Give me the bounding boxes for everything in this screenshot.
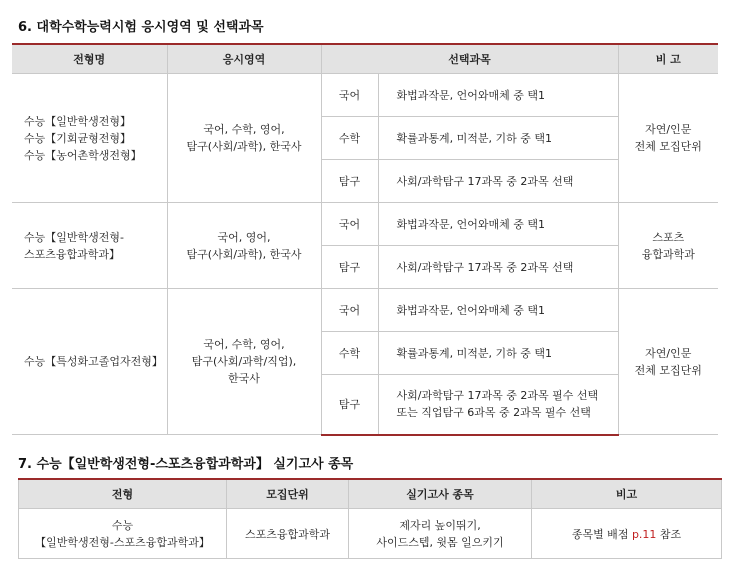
exam-areas-cell: 국어, 수학, 영어, 탐구(사회/과학/직업), 한국사 [167,289,321,435]
subject-choice-cell: 확률과통계, 미적분, 기하 중 택1 [378,117,618,160]
header-exam-areas: 응시영역 [167,44,321,74]
practical-events-cell: 제자리 높이뛰기, 사이드스텝, 윗몸 일으키기 [349,509,532,559]
practical-exam-table [18,478,722,559]
subject-area-cell: 탐구 [321,246,378,289]
header-note: 비 고 [618,44,718,74]
subject-choice-cell: 확률과통계, 미적분, 기하 중 택1 [378,332,618,375]
table-row [12,289,718,332]
subject-choice-cell: 화법과작문, 언어와매체 중 택1 [378,74,618,117]
header-admission-type: 전형 [19,479,227,509]
subject-area-cell: 국어 [321,74,378,117]
subject-choice-cell: 사회/과학탐구 17과목 중 2과목 필수 선택 또는 직업탐구 6과목 중 2과목 필수 선택 [378,375,618,435]
header-note: 비고 [532,479,722,509]
header-recruit-unit: 모집단위 [227,479,349,509]
exam-areas-cell: 국어, 영어, 탐구(사회/과학), 한국사 [167,203,321,289]
admission-type-cell: 수능 【일반학생전형-스포츠융합과학과】 [19,509,227,559]
exam-subjects-table [12,43,718,436]
subject-choice-cell: 사회/과학탐구 17과목 중 2과목 선택 [378,246,618,289]
subject-area-cell: 탐구 [321,160,378,203]
note-cell: 자연/인문 전체 모집단위 [618,74,718,203]
subject-area-cell: 수학 [321,332,378,375]
section7-title: 7. 수능【일반학생전형-스포츠융합과학과】 실기고사 종목 [18,457,354,472]
table-row [12,74,718,117]
recruit-unit-cell: 스포츠융합과학과 [227,509,349,559]
page-reference-link[interactable]: p.11 [631,527,657,541]
note-cell: 자연/인문 전체 모집단위 [618,289,718,435]
table-row [19,509,722,559]
table-header-row [12,44,718,74]
subject-choice-cell: 화법과작문, 언어와매체 중 택1 [378,203,618,246]
admission-name-cell: 수능【일반학생전형- 스포츠융합과학과】 [12,203,167,289]
note-cell: 스포츠 융합과학과 [618,203,718,289]
admission-name-cell: 수능【일반학생전형】 수능【기회균형전형】 수능【농어촌학생전형】 [12,74,167,203]
header-admission: 전형명 [12,44,167,74]
exam-areas-cell: 국어, 수학, 영어, 탐구(사회/과학), 한국사 [167,74,321,203]
subject-area-cell: 국어 [321,289,378,332]
subject-choice-cell: 화법과작문, 언어와매체 중 택1 [378,289,618,332]
subject-choice-cell: 사회/과학탐구 17과목 중 2과목 선택 [378,160,618,203]
admission-name-cell: 수능【특성화고졸업자전형】 [12,289,167,435]
note-cell: 종목별 배점 p.11 참조 [532,509,722,559]
subject-area-cell: 국어 [321,203,378,246]
table-row [12,203,718,246]
table-header-row [19,479,722,509]
section6-title: 6. 대학수학능력시험 응시영역 및 선택과목 [18,20,264,35]
subject-area-cell: 탐구 [321,375,378,435]
header-practical-events: 실기고사 종목 [349,479,532,509]
header-elective-subjects: 선택과목 [321,44,618,74]
subject-area-cell: 수학 [321,117,378,160]
